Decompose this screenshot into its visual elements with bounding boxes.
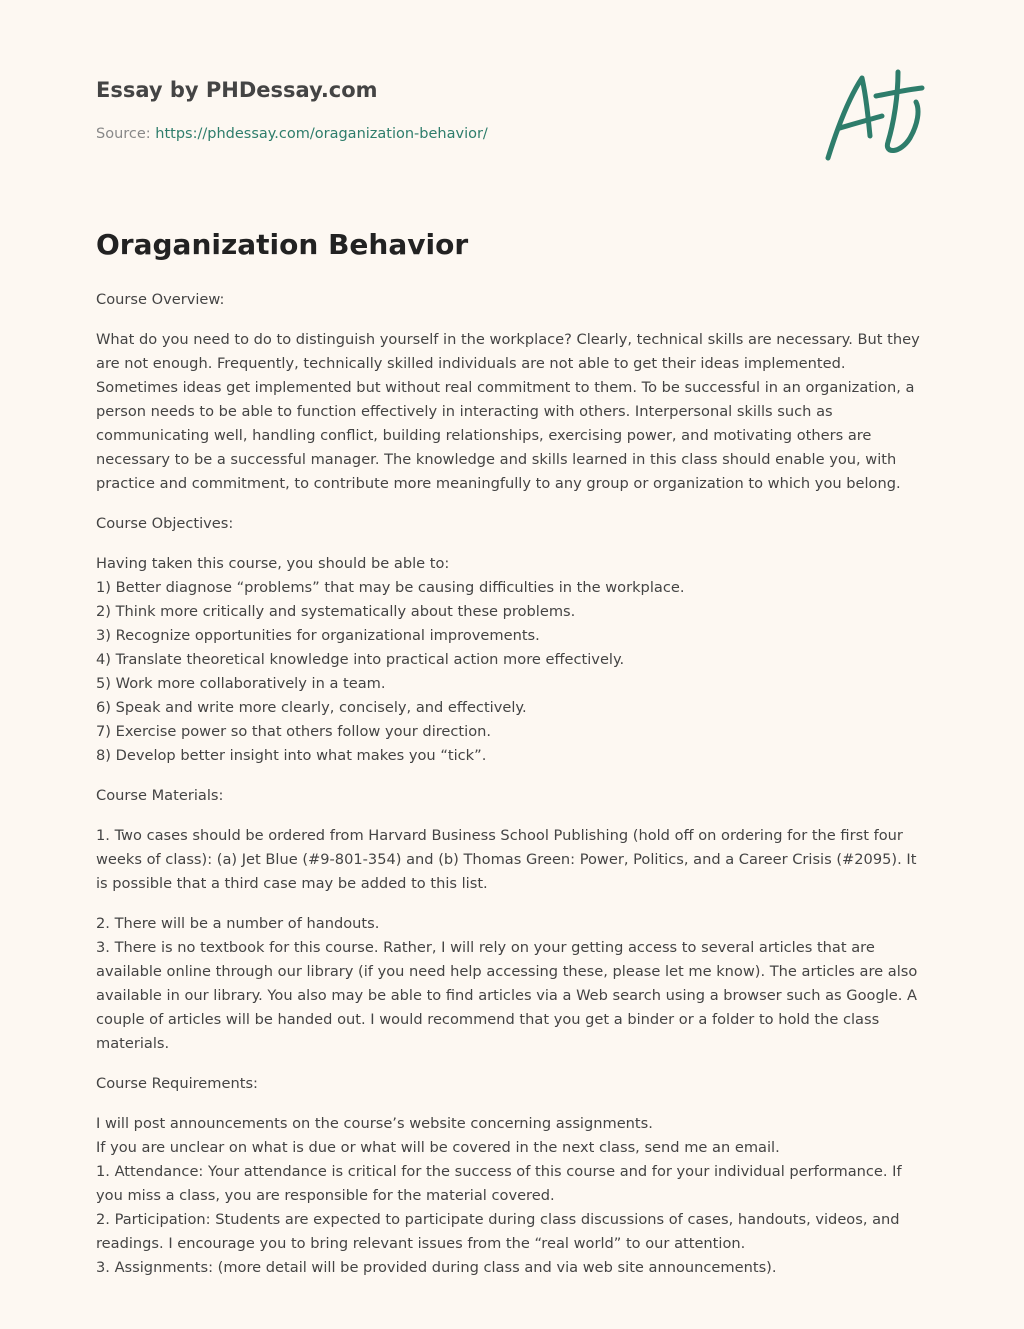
requirement-participation: 2. Participation: Students are expected to participate during class discussions of cases, handouts, videos, and readings. I encourage you to bring relevant issues from the “real world” to our attention. (96, 1211, 900, 1252)
overview-text: What do you need to do to distinguish yourself in the workplace? Clearly, technical skills are necessary. But they are not enough. Frequently, technically skilled individuals are not able to get their ideas implemented. Sometimes ideas get implemented but without real commitment to them. To be successful in an organization, a person needs to be able to function effectively in interacting with others. Interpersonal skills such as communicating well, handling conflict, building relationships, exercising power, and motivating others are necessary to be a successful manager. The knowledge and skills learned in this class should enable you, with practice and commitment, to contribute more meaningfully to any group or organization to which you belong. (96, 331, 920, 492)
overview-heading: Course Overview: (96, 291, 225, 308)
requirements-group (96, 1112, 928, 1280)
requirements-line-1: I will post announcements on the course’s website concerning assignments. (96, 1115, 653, 1132)
requirements-heading: Course Requirements: (96, 1075, 258, 1092)
list-item: 2) Think more critically and systematically about these problems. (96, 603, 576, 620)
materials-group (96, 912, 928, 1056)
requirements-line-2: If you are unclear on what is due or what will be covered in the next class, send me an email. (96, 1139, 780, 1156)
list-item: 8) Develop better insight into what makes you “tick”. (96, 747, 487, 764)
article (96, 226, 928, 1296)
materials-item-3: 3. There is no textbook for this course. Rather, I will rely on your getting access to several articles that are available online through our library (if you need help accessing these, please let me know). The articles are also available in our library. You also may be able to find articles via a Web search using a browser such as Google. A couple of articles will be handed out. I would recommend that you get a binder or a folder to hold the class materials. (96, 939, 918, 1052)
source-link[interactable]: https://phdessay.com/oraganization-behavior/ (155, 126, 488, 142)
materials-item-2: 2. There will be a number of handouts. (96, 915, 380, 932)
a-plus-logo-icon (818, 66, 930, 166)
list-item: 1) Better diagnose “problems” that may be causing difficulties in the workplace. (96, 579, 685, 596)
source-line (96, 124, 796, 144)
requirement-assignments: 3. Assignments: (more detail will be provided during class and via web site announcements). (96, 1259, 777, 1276)
list-item: 7) Exercise power so that others follow your direction. (96, 723, 492, 740)
article-title: Oraganization Behavior (96, 228, 469, 261)
list-item: 4) Translate theoretical knowledge into practical action more effectively. (96, 651, 625, 668)
objectives-intro: Having taken this course, you should be able to: (96, 555, 450, 572)
page-header (96, 76, 796, 144)
list-item: 3) Recognize opportunities for organizational improvements. (96, 627, 540, 644)
objectives-heading: Course Objectives: (96, 515, 234, 532)
materials-item-1: 1. Two cases should be ordered from Harvard Business School Publishing (hold off on ordering for the first four weeks of class): (a) Jet Blue (#9-801-354) and (b) Thomas Green: Power, Politics, and a Career Crisis (#2095). It is possible that a third case may be added to this list. (96, 827, 917, 892)
objectives-list (96, 552, 928, 768)
list-item: 5) Work more collaboratively in a team. (96, 675, 386, 692)
list-item: 6) Speak and write more clearly, concisely, and effectively. (96, 699, 527, 716)
source-label: Source: (96, 126, 156, 142)
materials-heading: Course Materials: (96, 787, 224, 804)
brand-title: Essay by PHDessay.com (96, 78, 378, 102)
requirement-attendance: 1. Attendance: Your attendance is critical for the success of this course and for your individual performance. If you miss a class, you are responsible for the material covered. (96, 1163, 902, 1204)
